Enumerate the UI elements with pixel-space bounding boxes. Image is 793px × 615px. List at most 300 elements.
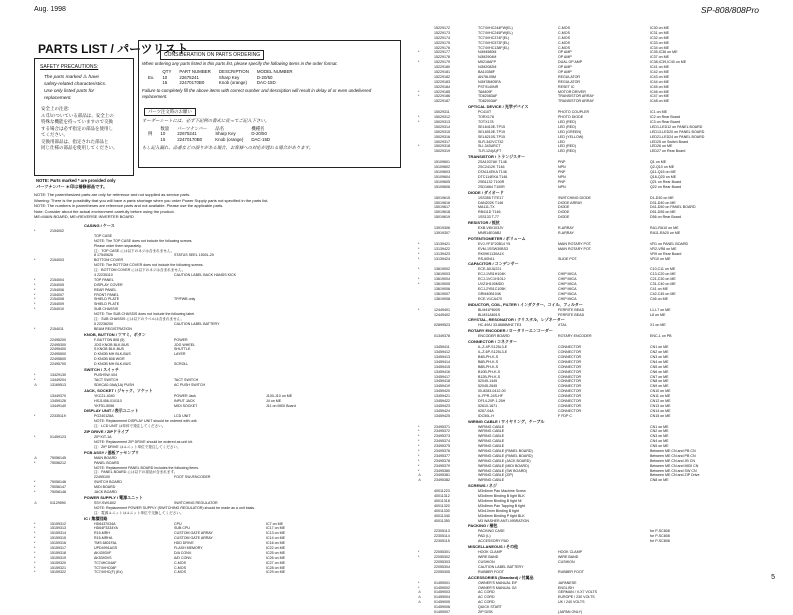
part-location: IC35,IC36 on ME [650, 50, 678, 55]
part-name: B8B-PH-K-S [478, 364, 499, 369]
part-name: 2SD1664 T100R [478, 184, 505, 189]
part-location: C46 on ME [650, 296, 668, 301]
part-name: AK4393VF [94, 550, 112, 555]
section-heading: INDUCTOR, COIL, FILTER / インダクター、コイル、フィルター [468, 301, 583, 307]
part-description: CHIP MICA [558, 291, 577, 296]
part-number: 2154004 [50, 277, 64, 282]
table-row [34, 490, 404, 495]
safety-mark: * [34, 326, 36, 331]
part-name: IDC50L-H [478, 413, 494, 418]
part-description: CONNECTOR [558, 345, 582, 350]
part-number: 23495374 [434, 439, 450, 444]
part-location: ENC-1 on PB [650, 334, 672, 339]
section-heading: MISCELLANEOUS / その他 [468, 544, 519, 550]
part-description: WIRE BAND [558, 555, 579, 560]
table-row [34, 327, 404, 332]
safety-jp-line: ⚠ 印のついている部品は、安全上の [41, 112, 114, 118]
part-description: DUAL OP AMP [558, 60, 583, 65]
part-name: SHIELD PLATE [94, 302, 120, 307]
table-row [418, 539, 763, 544]
part-location: Between ME CN and JB CN [650, 458, 695, 463]
part-number: 01129590 [50, 500, 66, 505]
part-location: Between ME CN and SW CN [650, 468, 697, 473]
part-name: IL-Z-6P-S125L3-E [478, 350, 508, 355]
safety-jp-line: 特殊な機能を持っていますので交換 [41, 119, 113, 124]
safety-mark: * [418, 267, 420, 272]
part-name: Please order them separately. [94, 243, 142, 248]
part-description: OP AMP [558, 55, 572, 60]
part-location: IC47 on ME [650, 94, 669, 99]
part-name: PUSHSW 4X4 [94, 373, 118, 378]
part-name: 8 17540626 [94, 253, 113, 258]
part-location: CN7 on ME [650, 374, 669, 379]
part-name: NOTE: Replacement ZIP DRIVE should be ordered as unit kit. [94, 439, 193, 444]
part-location: LED21-LED24 on PANEL BOARD [650, 134, 705, 139]
part-description: CONNECTOR [558, 394, 582, 399]
part-location: J11 on MIDI Board [266, 403, 296, 408]
part-name: AC CORD [478, 595, 495, 600]
table-row [34, 445, 404, 450]
part-number: 13459421 [434, 394, 450, 399]
part-location: CN4 on ME [650, 439, 669, 444]
part-description: NPN [558, 174, 566, 179]
part-name: R15-MRH [94, 531, 110, 536]
part-number: 13139424 [434, 256, 450, 261]
part-name: 2SC2412K T146 [478, 165, 505, 170]
part-name: 注：ZIP DRIVE はユニット単位で発注してください。 [94, 444, 181, 449]
part-number: 75056148 [50, 489, 66, 494]
part-location: IC43 on ME [650, 74, 669, 79]
part-name: WIRING CABLE [478, 434, 505, 439]
part-name: NOTE: Replacement PANEL BOARD includes the following items. [94, 465, 200, 470]
section-heading: CAPACITOR / コンデンサー [468, 261, 519, 267]
part-name: SHIELD PLATE [94, 297, 120, 302]
part-description: ROTARY ENCODER [558, 334, 592, 339]
part-number: 13459126 [50, 398, 66, 403]
part-description: CONNECTOR [558, 408, 582, 413]
part-description: CHIP MICA [558, 272, 577, 277]
part-name: TC74VHC244FW(EL) [478, 26, 513, 30]
part-description: C-MOS [174, 570, 186, 575]
part-name: TC74VHC374F(EL) [478, 35, 510, 40]
part-description: SCROLL [174, 362, 189, 367]
safety-mark: * [418, 424, 420, 429]
table-row [418, 149, 763, 154]
part-name: PST9140NR [478, 84, 499, 89]
part-number: 15229172 [434, 26, 450, 30]
part-number: 15229182 [434, 74, 450, 79]
part-name: SLR-342VCT32 [478, 139, 504, 144]
part-description: DIODE [558, 205, 570, 210]
safety-mark: * [34, 460, 36, 465]
part-name: BLM41P800S [478, 307, 501, 312]
part-name: JACK BOARD [94, 489, 117, 494]
safety-mark: * [418, 282, 420, 287]
safety-mark: * [34, 560, 36, 565]
col-header: 数量 [160, 125, 170, 131]
safety-mark: * [34, 229, 36, 233]
safety-mark: * [418, 585, 420, 590]
part-name: M3x6mm Binding P tight BLK [478, 513, 525, 518]
part-number: 2154002 [50, 229, 64, 233]
ordering-jp-table [148, 126, 278, 143]
cell: DAC-15D [251, 137, 271, 143]
part-location: D51-D55 on ME [650, 210, 676, 215]
part-location: VR10 on ME [650, 256, 671, 261]
safety-mark: * [34, 565, 36, 570]
part-number: 15019615 [434, 195, 450, 200]
col-header: 品名 [215, 125, 225, 131]
part-description: LAYER [174, 352, 186, 357]
part-name: DISPLAY COVER [94, 282, 123, 287]
part-name: M3x8mm Binding B tight BLK [478, 494, 525, 499]
part-name: B10B-PH-K-S [478, 369, 501, 374]
part-name: PACKING CASE [478, 529, 505, 534]
part-number: 40011318 [434, 499, 450, 504]
section-heading: IC / 集積回路 [84, 515, 108, 521]
part-description: REGULATOR [558, 74, 581, 79]
cell: Sharp Key [215, 131, 236, 137]
part-number: 01459005 [434, 600, 450, 605]
safety-mark: * [418, 256, 420, 261]
part-number: 15229180 [434, 65, 450, 70]
note-line: NOTE: The numbers in parentheses are reference parts and not available. Please use the applicable parts. [34, 203, 224, 209]
safety-jp-line: 同じ仕様の部品を使用してください。 [41, 145, 118, 150]
part-name: NOTE: Replacement DISPLAY UNIT should be ordered with unit. [94, 419, 198, 424]
part-number: 12449402 [434, 312, 450, 317]
table-row [418, 610, 763, 615]
part-name: NJM2082M [478, 65, 497, 70]
part-number: 15029313 [434, 120, 450, 125]
part-name: 4 22235110 [94, 273, 113, 278]
parts-table-left [34, 223, 404, 575]
note-line: NOTE: The parenthesized parts are only for reference and not supplied as service parts. [34, 192, 191, 197]
section-heading: JACK, SOCKET / ジャック、ソケット [84, 387, 153, 393]
part-name: ECJ-2YB1C105K [478, 286, 506, 291]
safety-mark: ⚠ [34, 500, 38, 505]
cell: 10 [160, 131, 166, 137]
part-name: JOG KNOB BLK-BUS [94, 342, 129, 347]
part-description: LED (RED) [558, 149, 576, 154]
part-description: CONNECTOR [558, 374, 582, 379]
part-name: BOTTOM COVER [94, 258, 124, 263]
table-row [34, 404, 404, 409]
part-number: 40011320 [434, 503, 450, 508]
part-name: B12B-PH-K-S [478, 374, 501, 379]
safety-title: SAFETY PRECAUTIONS: [40, 64, 99, 70]
part-description: CONNECTOR [558, 379, 582, 384]
part-number: 23495382 [434, 478, 450, 483]
part-location: IC27 on ME [266, 560, 285, 565]
part-name: 52045-2645 [478, 384, 498, 389]
part-description: XTAL [558, 323, 567, 328]
part-name: 2SB1132 T100R [478, 179, 505, 184]
part-location: LED25 on Switch Board [650, 139, 689, 144]
part-number: 01459007 [434, 609, 450, 614]
safety-mark: * [418, 89, 420, 94]
part-description: A/D CONV. [174, 555, 193, 560]
part-name: QUICK START [478, 605, 502, 610]
part-number: 2154011 [50, 326, 64, 331]
section-heading: CRYSTAL, RESONATOR / クリスタル、レゾネーター [468, 317, 565, 323]
safety-mark: ⚠ [418, 473, 422, 478]
part-description: MOTOR DRIVER [558, 89, 586, 94]
part-name: WIRING CABLE [478, 439, 505, 444]
part-name: TC74VHC(F) (Ex) [94, 570, 123, 575]
part-number: 01459001 [434, 580, 450, 585]
part-name: WIRING CABLE (PANEL BOARD) [478, 453, 533, 458]
part-location: for P-SC808 [650, 529, 670, 534]
part-location: for P-SC808 [650, 534, 670, 539]
table-row [418, 297, 763, 302]
section-heading: DISPLAY UNIT / 表示ユニット [84, 408, 139, 414]
part-location: Q16-Q20 on ME [650, 174, 677, 179]
part-location: CN9 on ME [650, 384, 669, 389]
part-location: CN13 on ME [650, 403, 671, 408]
part-number: 01459123 [50, 435, 66, 440]
part-location: IC3 on Rear Board [650, 120, 680, 125]
part-number: 15019617 [434, 205, 450, 210]
part-description: FOOT SW./ENCODER [174, 475, 211, 480]
part-location: D41-D50 on PANEL BOARD [650, 205, 696, 210]
part-name: HD64F3334YA [94, 526, 118, 531]
part-name: TLR-124(A)FT [478, 149, 502, 154]
part-number: 15229176 [434, 45, 450, 50]
col-header: MODEL NUMBER [256, 68, 293, 74]
part-name: AN78L05M [478, 74, 496, 79]
part-location: J100-J10 on ME [266, 393, 293, 398]
section-heading: DIODE / ダイオード [468, 189, 504, 195]
part-description: SHUTTLE [174, 347, 191, 352]
part-location: IC42 on ME [650, 70, 669, 75]
part-name: NOTE: Replacement POWER SUPPLY (SWITCHING REGULATOR) should be made as a unit basis. [94, 505, 256, 510]
part-number: 13619005 [434, 282, 450, 287]
part-number: 15029312 [434, 115, 450, 120]
part-location: IC48 on ME [650, 99, 669, 104]
part-number: 13459424 [434, 408, 450, 413]
part-number: 15029318 [434, 144, 450, 149]
part-description: SWITCHING REGULATOR [174, 500, 218, 505]
part-number: 23495380 [434, 468, 450, 473]
section-heading: OPTICAL DEVICE / 光学デバイス [468, 104, 529, 110]
part-number: 22495700 [50, 362, 66, 367]
part-number: 40011330 [434, 508, 450, 513]
part-description: CONNECTOR [558, 389, 582, 394]
part-location: IC22 on ME [266, 545, 285, 550]
part-location: IC28 on ME [266, 565, 285, 570]
safety-mark: * [34, 480, 36, 485]
part-location: VR9 on Rear Board [650, 251, 682, 256]
part-name: M3x6mm Pan Machine Screw [478, 489, 526, 494]
section-heading: SWITCH / スイッチ [84, 367, 119, 373]
safety-line: The parts marked ⚠ have [44, 75, 99, 80]
part-name: OWNER'S MANUAL E/F [478, 580, 518, 585]
part-name: HOOK CLAMP [478, 550, 502, 555]
safety-mark: * [418, 115, 420, 120]
section-heading: CONNECTOR / コネクター [468, 339, 517, 345]
cell: Knob (orange) [218, 80, 247, 86]
part-number: 12449401 [434, 307, 450, 312]
cell: DAC-15D [256, 80, 276, 86]
part-number: 13459412 [434, 350, 450, 355]
section-heading: WIRING CABLE / ワイヤリング、ケーブル [468, 418, 545, 424]
section-heading: TRANSISTOR / トランジスター [468, 154, 526, 160]
part-name: OWNER'S MANUAL G/I [478, 585, 517, 590]
part-name: D KNOB MH BLK-BUS [94, 352, 131, 357]
part-name: WIRING CABLE [478, 478, 505, 483]
safety-mark: * [418, 241, 420, 246]
part-number: 13459415 [434, 364, 450, 369]
cell: 15 [162, 80, 168, 86]
part-name: MIDI BOARD [94, 485, 116, 490]
part-name: M3x8mm Pan Tapping B tight [478, 503, 525, 508]
part-number: 15229181 [434, 70, 450, 75]
part-number: 22055301 [434, 550, 450, 555]
part-description: C-MOS [174, 560, 186, 565]
part-name: EXB-V8V103JV [478, 226, 504, 231]
part-name: TA8409F [478, 89, 493, 94]
part-name: MAIN BOARD [94, 455, 117, 460]
part-name: ECJ-1VB1H104K [478, 272, 506, 277]
safety-mark: * [418, 550, 420, 555]
safety-mark: * [418, 458, 420, 463]
part-location: IC25 on ME [266, 550, 285, 555]
part-location: D1-D30 on ME [650, 195, 674, 200]
part-number: 13459423 [434, 403, 450, 408]
part-number: 13619007 [434, 291, 450, 296]
part-location: J4 on ME [266, 398, 282, 403]
part-location: CN8 on ME [650, 478, 669, 483]
safety-mark: * [418, 463, 420, 468]
part-number: 15229184 [434, 84, 450, 89]
part-number: 2154007 [50, 292, 64, 297]
table-row [418, 570, 763, 575]
table-row [418, 414, 763, 419]
safety-mark: * [34, 550, 36, 555]
part-location: IC46 on ME [650, 89, 669, 94]
part-name: TC74VHC08F [94, 565, 117, 570]
section-heading: ZIP DRIVE / ZIPドライブ [84, 429, 129, 435]
part-number: 75056145 [50, 455, 66, 460]
part-number: 15159321 [50, 565, 66, 570]
safety-mark: * [34, 297, 36, 302]
part-location: L1-L7 on ME [650, 307, 671, 312]
part-name: SUB CHASSIS [94, 307, 119, 312]
part-number: 13139422 [434, 246, 450, 251]
part-number: 13429130 [50, 373, 66, 378]
part-number: 13619008 [434, 296, 450, 301]
part-location: IC26 on ME [266, 555, 285, 560]
part-location: Q21 on Rear Board [650, 179, 682, 184]
table-row [418, 99, 763, 104]
part-location: Q2-Q10 on ME [650, 165, 675, 170]
part-number: 13459413 [434, 354, 450, 359]
part-location: VR2-VR8 on ME [650, 246, 677, 251]
cell: 22675241 [177, 131, 197, 137]
part-number: 15019616 [434, 200, 450, 205]
part-name: SSY-SW1802 [94, 500, 116, 505]
safety-mark: * [34, 287, 36, 292]
part-number: 01459004 [434, 595, 450, 600]
part-number: 15229173 [434, 30, 450, 35]
part-name: TACT SWITCH [94, 377, 119, 382]
part-description: MAIN ROTARY POT. [558, 246, 592, 251]
part-number: 15159317 [50, 545, 66, 550]
safety-mark: * [34, 489, 36, 494]
part-name: B6B-PH-K-S [478, 359, 499, 364]
part-name: ENCODER BOARD [478, 334, 510, 339]
part-location: IC29 on ME [266, 570, 285, 575]
part-description: RUBBER FOOT [558, 569, 584, 574]
part-location: CN2 on ME [650, 350, 669, 355]
part-name: FRONT PANEL [94, 292, 119, 297]
part-location: CN5 on ME [650, 364, 669, 369]
part-name: TOTX178 [478, 120, 494, 125]
part-description: TRANSISTOR ARRAY [558, 94, 595, 99]
part-number: 15019618 [434, 210, 450, 215]
part-description: AC PUSH SWITCH [174, 382, 206, 387]
part-description: C-MOS [558, 30, 570, 35]
part-description: ENGLISH [558, 585, 574, 590]
part-location: C21-C30 on ME [650, 277, 676, 282]
part-location: Between ME CN and PB CN [650, 449, 696, 454]
part-number: 15029315 [434, 129, 450, 134]
part-location: CN3 on ME [650, 354, 669, 359]
part-description: CUSTOM GATE ARRAY [174, 531, 213, 536]
safety-mark: ⚠ [418, 478, 422, 483]
part-number: 13459417 [434, 374, 450, 379]
part-name: 2SA1037AK T146 [478, 160, 507, 165]
cell: Knob (orange) [215, 137, 244, 143]
part-description: LED (YELLOW) [558, 134, 584, 139]
part-name: PAD (L) [478, 534, 491, 539]
part-name: NOTE: The SUB CHASSIS does not include the following label. [94, 312, 196, 317]
part-location: IC34 on ME [650, 45, 669, 50]
safety-mark: * [418, 120, 420, 125]
part-location: CN14 on ME [650, 408, 671, 413]
table-row [418, 478, 763, 483]
part-description: LED (GREEN) [558, 129, 582, 134]
part-number: 23495376 [434, 449, 450, 454]
part-number: 15159318 [50, 550, 66, 555]
ordering-example-table [148, 69, 301, 86]
part-description: FLASH MEMORY [174, 545, 203, 550]
cell: 22470170B0 [179, 80, 205, 86]
note-provided: NOTE: Parts marked * are provided only [36, 178, 116, 183]
page-header [34, 6, 759, 18]
part-number: 22495200 [50, 337, 66, 342]
part-number: 01459006 [434, 605, 450, 610]
part-location: C42-C45 on ME [650, 291, 676, 296]
part-number: 22495600 [50, 357, 66, 362]
part-description: CONNECTOR [558, 364, 582, 369]
part-description: CHIP MICA [558, 286, 577, 291]
section-heading: KNOB, BUTTON / ツマミ、ボタン [84, 331, 146, 337]
part-description: CONNECTOR [558, 403, 582, 408]
cell: 22470170B0 [177, 137, 203, 143]
part-name: BLM31A601S [478, 312, 501, 317]
part-name: WIRING CABLE (ZIP) [478, 473, 514, 478]
part-location: RA1-RA10 on ME [650, 226, 679, 231]
ordering-jp-title: パーツ注文時のお願い [144, 108, 196, 116]
part-description: CONNECTOR [558, 359, 582, 364]
safety-mark: * [34, 485, 36, 490]
part-name: HD6437034A [94, 521, 116, 526]
part-description: JOG WHEEL [174, 342, 196, 347]
part-name: 注：LCD UNIT は単体で発注してください。 [94, 424, 166, 429]
part-number: 15029316 [434, 134, 450, 139]
part-name: ACCESSORY PAD [478, 539, 509, 544]
